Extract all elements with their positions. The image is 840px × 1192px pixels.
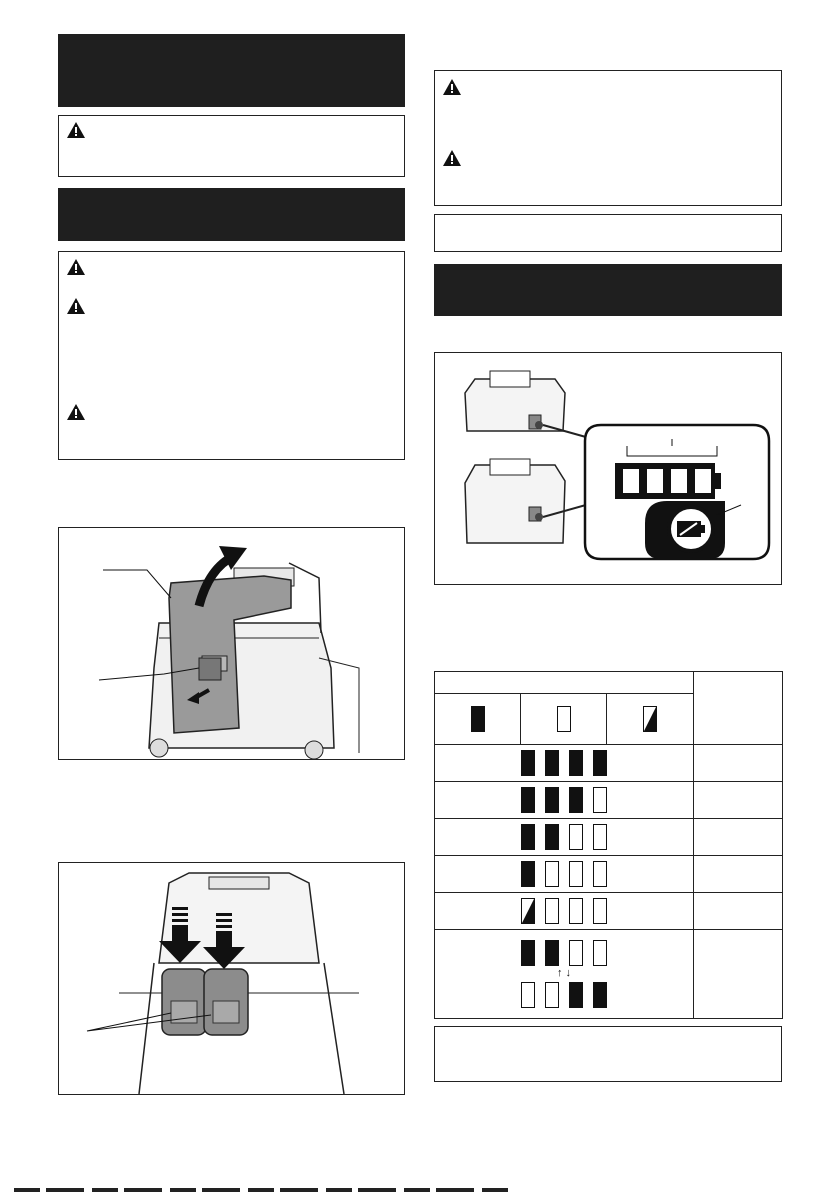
- warning-box-1: [58, 251, 405, 460]
- warning-triangle-icon: [67, 404, 85, 420]
- table-header-remaining-capacity: [694, 672, 783, 745]
- table-row-alternating: [435, 930, 783, 1019]
- table-row: [435, 819, 783, 856]
- warning-triangle-icon: [67, 122, 85, 138]
- legend-on: [435, 694, 521, 745]
- figure-battery-insert: [58, 862, 405, 1095]
- warning-triangle-icon: [443, 79, 461, 95]
- note-box-2: [434, 1026, 782, 1082]
- table-row: [435, 893, 783, 930]
- alternate-arrows: ↑ ↓: [556, 967, 572, 979]
- table-header-indicator-lamps: [435, 672, 694, 694]
- table-row: [435, 856, 783, 893]
- legend-blinking: [607, 694, 694, 745]
- table-row: [435, 782, 783, 819]
- legend-off: [521, 694, 607, 745]
- warning-triangle-icon: [67, 298, 85, 314]
- table-row: [435, 745, 783, 782]
- figure-battery-indicator: [434, 352, 782, 585]
- note-box-1: [434, 214, 782, 252]
- figure-battery-cover: [58, 527, 405, 760]
- battery-capacity-table: [434, 671, 783, 1019]
- warning-triangle-icon: [443, 150, 461, 166]
- section-header-2: [58, 188, 405, 241]
- warning-box-2: [434, 70, 782, 206]
- section-header-3: [434, 264, 782, 316]
- section-header-1: [58, 34, 405, 107]
- warning-triangle-icon: [67, 259, 85, 275]
- footer-rule: [14, 1188, 514, 1192]
- caution-box-1: [58, 115, 405, 177]
